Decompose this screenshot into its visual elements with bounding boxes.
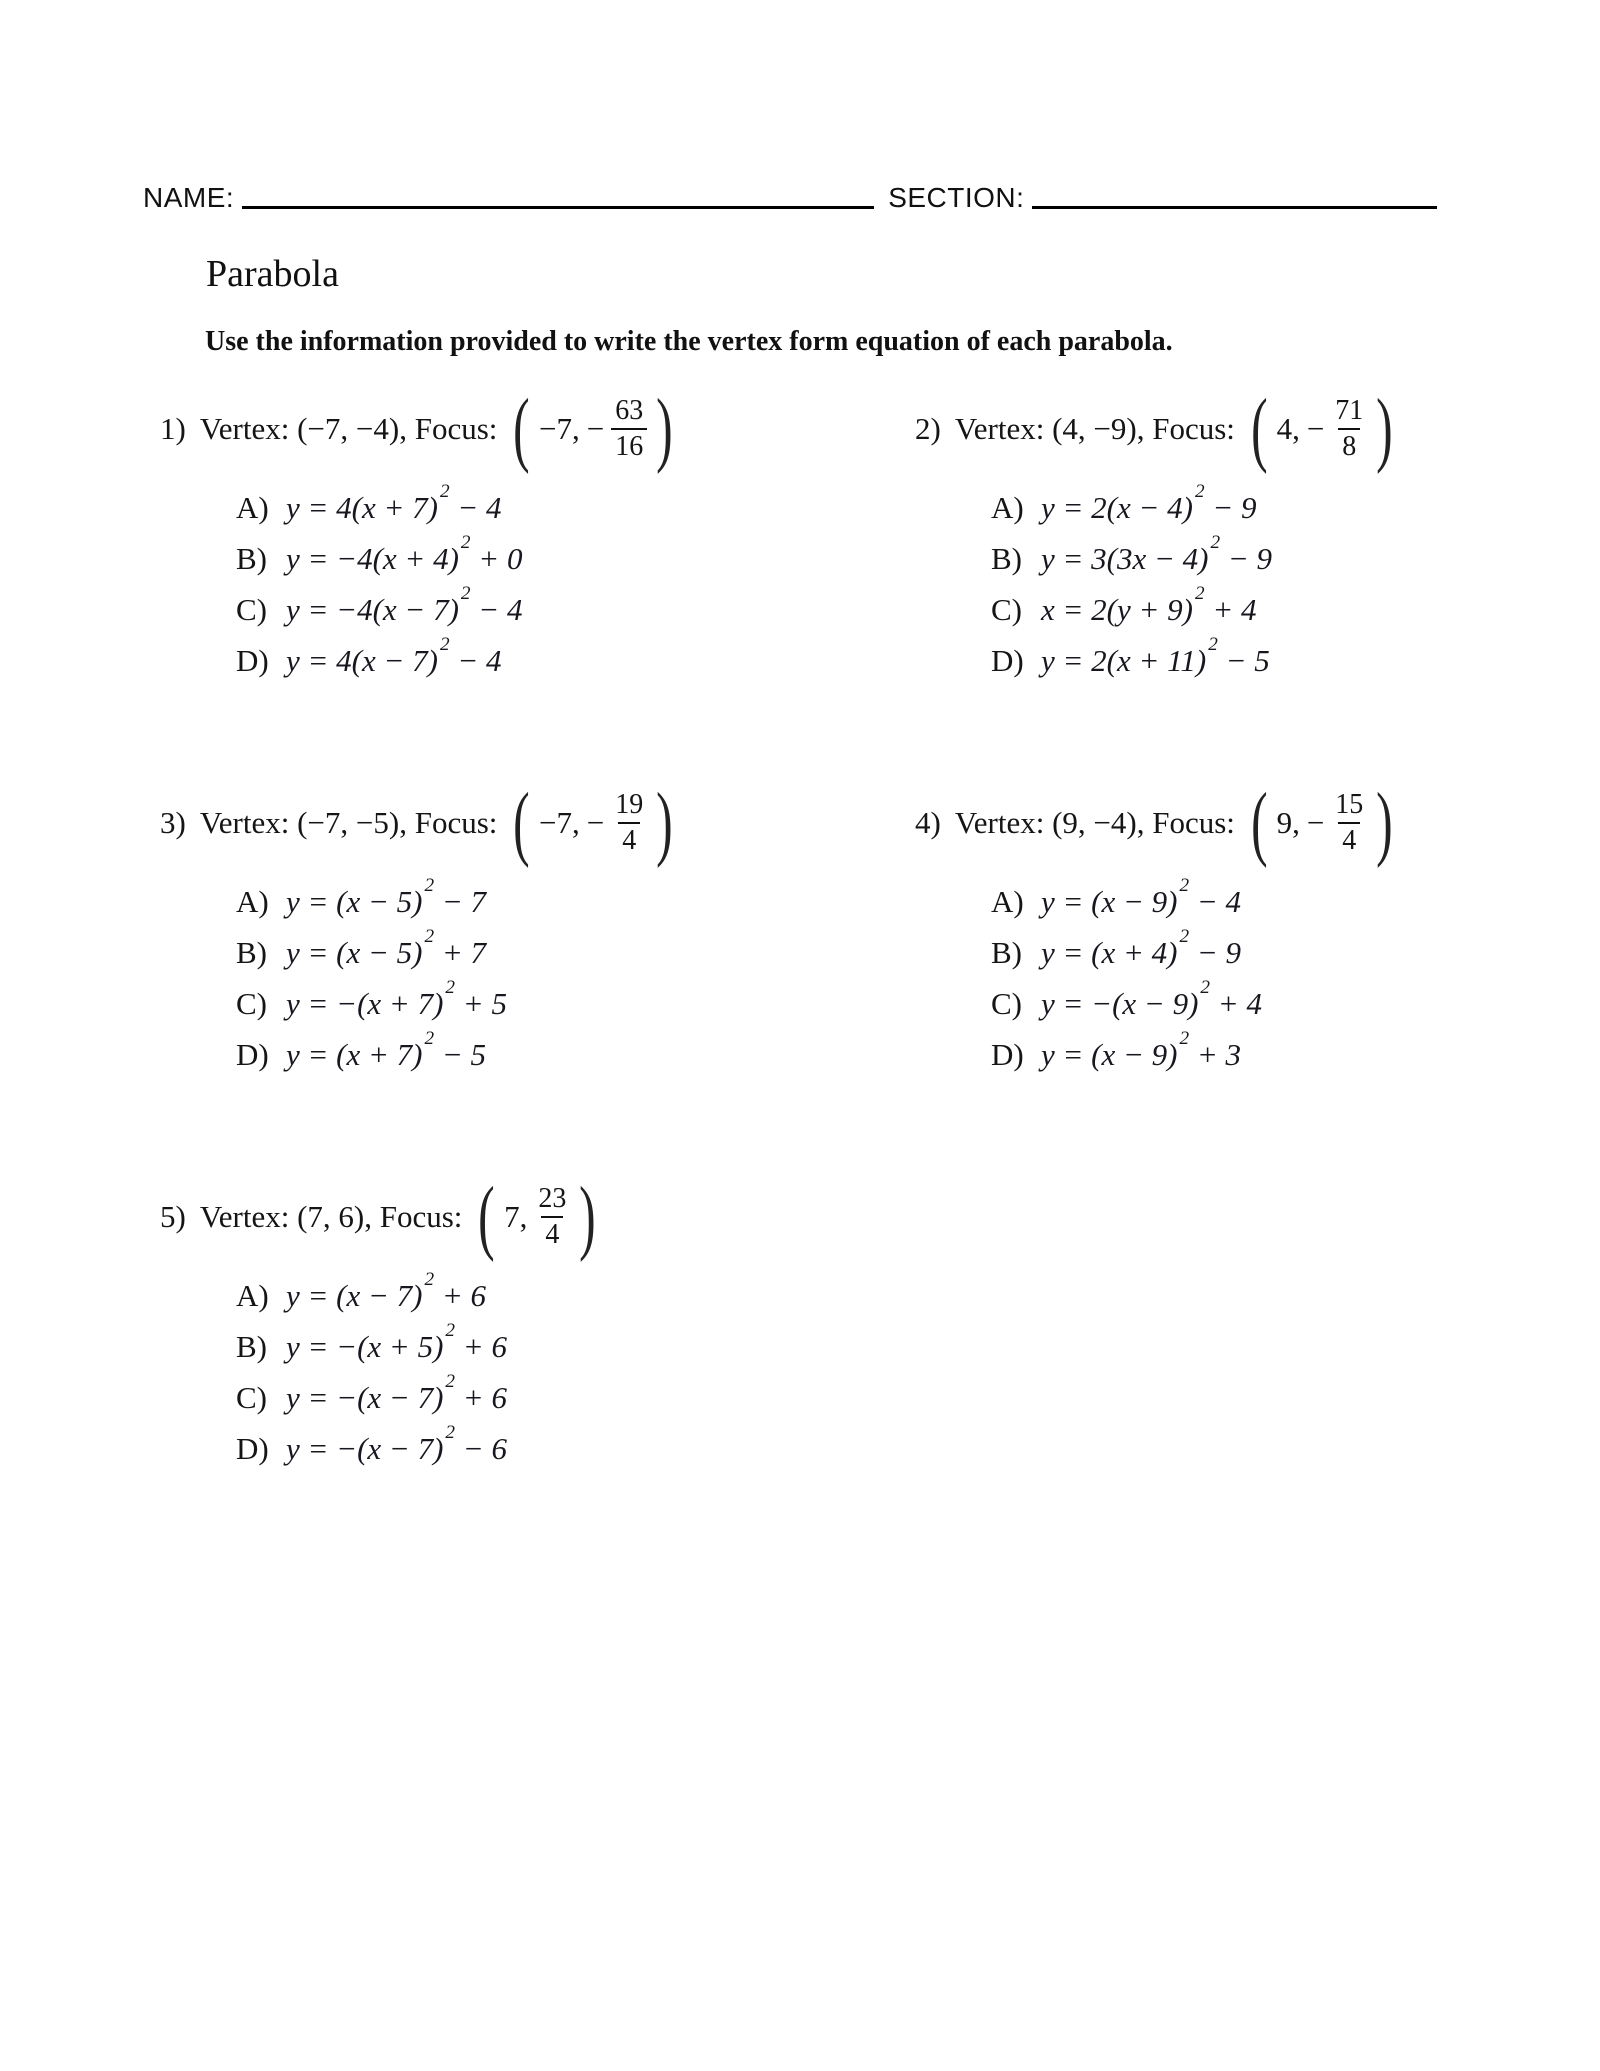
left-paren: (	[513, 383, 530, 475]
equation-exponent: 2	[445, 1320, 456, 1342]
fraction-denominator: 8	[1338, 428, 1360, 464]
choice-equation	[1041, 926, 1242, 971]
choice-d	[236, 1422, 915, 1482]
equation-pre: y = (x − 9)	[1041, 1037, 1178, 1072]
focus-x-value: 7,	[504, 1199, 528, 1234]
equation-pre: y = 4(x + 7)	[286, 490, 439, 525]
fraction-numerator: 23	[538, 1183, 567, 1215]
equation-pre: y = 2(x − 4)	[1041, 490, 1194, 525]
question-prompt: Vertex: (9, −4), Focus:	[954, 805, 1235, 840]
choice-equation	[286, 634, 502, 679]
choice-label: B)	[236, 541, 267, 576]
equation-post: + 6	[455, 1329, 507, 1364]
equation-post: − 4	[470, 592, 523, 627]
equation-pre: y = −(x + 5)	[286, 1329, 444, 1364]
equation-post: − 5	[1217, 643, 1270, 678]
focus-minus-sign: −	[586, 805, 605, 840]
choice-b	[991, 532, 1600, 592]
equation-post: + 6	[434, 1278, 487, 1313]
fraction-denominator: 4	[618, 822, 640, 858]
left-paren: (	[513, 777, 530, 869]
equation-exponent: 2	[424, 1269, 435, 1291]
equation-post: − 4	[449, 643, 502, 678]
question-prompt: Vertex: (7, 6), Focus:	[199, 1199, 463, 1234]
equation-pre: y = −(x − 9)	[1041, 986, 1199, 1021]
equation-exponent: 2	[440, 634, 450, 656]
equation-post: − 9	[1204, 490, 1257, 525]
fraction-numerator: 15	[1335, 789, 1364, 821]
left-paren: (	[1250, 777, 1268, 869]
equation-pre: y = (x − 5)	[286, 935, 423, 970]
choice-label: A)	[236, 490, 269, 525]
equation-post: + 7	[434, 935, 487, 970]
choice-c	[236, 977, 915, 1037]
focus-expression	[1249, 383, 1395, 475]
focus-minus-sign: −	[1306, 805, 1325, 840]
choice-equation	[1041, 583, 1257, 628]
focus-expression	[476, 1171, 598, 1263]
equation-pre: y = (x + 7)	[286, 1037, 423, 1072]
choice-label: C)	[991, 986, 1022, 1021]
equation-post: − 7	[434, 884, 487, 919]
name-label: NAME:	[143, 182, 235, 213]
equation-exponent: 2	[1179, 875, 1190, 897]
choice-equation	[1041, 481, 1257, 526]
choice-a	[236, 875, 915, 935]
question-1-header	[160, 378, 915, 480]
focus-minus-sign: −	[1306, 411, 1325, 446]
equation-post: + 3	[1189, 1037, 1242, 1072]
fraction-denominator: 4	[541, 1216, 563, 1252]
fraction	[1331, 788, 1367, 857]
equation-post: + 6	[455, 1380, 507, 1415]
equation-pre: y = −4(x − 7)	[286, 592, 459, 627]
questions-area	[160, 378, 1450, 1560]
equation-pre: y = 3(3x − 4)	[1041, 541, 1209, 576]
choice-a	[991, 481, 1600, 541]
choice-b	[236, 926, 915, 986]
choice-label: B)	[236, 1329, 267, 1364]
question-row-3	[160, 1166, 1450, 1482]
equation-pre: y = −(x + 7)	[286, 986, 444, 1021]
left-paren: (	[1250, 383, 1268, 475]
equation-post: − 9	[1189, 935, 1242, 970]
choice-label: D)	[236, 1431, 269, 1466]
right-paren: )	[1376, 777, 1393, 869]
question-2	[915, 378, 1600, 694]
equation-exponent: 2	[424, 926, 435, 948]
section-blank-line	[1032, 206, 1437, 209]
choice-equation	[286, 1422, 507, 1467]
question-number: 3)	[160, 805, 186, 840]
equation-exponent: 2	[1179, 926, 1190, 948]
fraction	[611, 394, 647, 463]
choice-equation	[286, 1028, 487, 1073]
choice-label: B)	[991, 541, 1022, 576]
question-row-1	[160, 378, 1450, 694]
section-label: SECTION:	[888, 182, 1025, 213]
question-1	[160, 378, 915, 694]
question-number: 2)	[915, 411, 941, 446]
question-2-header	[915, 378, 1600, 480]
equation-pre: y = 4(x − 7)	[286, 643, 439, 678]
fraction-denominator: 4	[1338, 822, 1360, 858]
equation-exponent: 2	[1208, 634, 1218, 656]
fraction-numerator: 63	[615, 395, 644, 427]
question-4	[915, 772, 1600, 1088]
choice-label: A)	[991, 884, 1024, 919]
choice-a	[991, 875, 1600, 935]
choice-equation	[286, 1269, 487, 1314]
right-paren: )	[656, 383, 673, 475]
equation-post: − 5	[434, 1037, 487, 1072]
choice-equation	[1041, 977, 1262, 1022]
choice-equation	[286, 1320, 507, 1365]
choice-b	[991, 926, 1600, 986]
choice-label: C)	[236, 1380, 267, 1415]
equation-pre: y = (x + 4)	[1041, 935, 1178, 970]
question-3-choices	[236, 875, 915, 1088]
name-section-row	[143, 182, 1437, 214]
choice-b	[236, 532, 915, 592]
choice-label: C)	[236, 592, 267, 627]
choice-label: C)	[236, 986, 267, 1021]
equation-post: − 4	[1189, 884, 1242, 919]
equation-exponent: 2	[424, 875, 435, 897]
choice-equation	[1041, 634, 1270, 679]
choice-label: D)	[991, 1037, 1024, 1072]
choice-equation	[286, 532, 523, 577]
focus-expression	[511, 777, 675, 869]
right-paren: )	[1376, 383, 1393, 475]
equation-exponent: 2	[460, 532, 471, 554]
right-paren: )	[656, 777, 673, 869]
focus-minus-sign: −	[586, 411, 605, 446]
choice-label: A)	[236, 1278, 269, 1313]
fraction-numerator: 19	[615, 789, 644, 821]
equation-pre: y = −(x − 7)	[286, 1431, 444, 1466]
question-number: 4)	[915, 805, 941, 840]
choice-label: B)	[991, 935, 1022, 970]
equation-exponent: 2	[445, 1422, 456, 1444]
name-blank-line	[242, 206, 874, 209]
question-prompt: Vertex: (−7, −5), Focus:	[199, 805, 498, 840]
choice-equation	[286, 481, 502, 526]
equation-exponent: 2	[424, 1028, 435, 1050]
choice-c	[991, 977, 1600, 1037]
question-prompt: Vertex: (4, −9), Focus:	[954, 411, 1235, 446]
equation-post: + 4	[1210, 986, 1262, 1021]
left-paren: (	[478, 1171, 496, 1263]
fraction	[534, 1182, 570, 1251]
equation-pre: y = (x − 7)	[286, 1278, 423, 1313]
question-prompt: Vertex: (−7, −4), Focus:	[199, 411, 498, 446]
choice-a	[236, 1269, 915, 1329]
equation-exponent: 2	[1195, 481, 1205, 503]
equation-pre: y = −(x − 7)	[286, 1380, 444, 1415]
equation-exponent: 2	[440, 481, 450, 503]
equation-post: − 6	[455, 1431, 507, 1466]
focus-expression	[511, 383, 675, 475]
focus-x-value: −7,	[539, 411, 580, 446]
equation-post: − 4	[449, 490, 502, 525]
equation-pre: y = (x − 5)	[286, 884, 423, 919]
focus-expression	[1249, 777, 1395, 869]
choice-equation	[286, 977, 507, 1022]
choice-label: A)	[991, 490, 1024, 525]
choice-label: D)	[236, 643, 269, 678]
equation-exponent: 2	[445, 977, 456, 999]
equation-pre: x = 2(y + 9)	[1041, 592, 1194, 627]
instructions-text: Use the information provided to write the vertex form equation of each parabola.	[205, 326, 1173, 357]
focus-x-value: 4,	[1276, 411, 1300, 446]
choice-d	[236, 1028, 915, 1088]
fraction-denominator: 16	[611, 428, 647, 464]
choice-c	[236, 583, 915, 643]
choice-label: B)	[236, 935, 267, 970]
choice-label: D)	[236, 1037, 269, 1072]
equation-post: − 9	[1220, 541, 1273, 576]
equation-exponent: 2	[1210, 532, 1221, 554]
fraction	[1331, 394, 1367, 463]
question-5	[160, 1166, 915, 1482]
equation-pre: y = (x − 9)	[1041, 884, 1178, 919]
choice-d	[236, 634, 915, 694]
choice-equation	[1041, 532, 1273, 577]
equation-exponent: 2	[1195, 583, 1205, 605]
choice-equation	[1041, 875, 1242, 920]
choice-equation	[1041, 1028, 1242, 1073]
question-2-choices	[991, 481, 1600, 694]
choice-label: A)	[236, 884, 269, 919]
page-title: Parabola	[206, 253, 339, 295]
choice-label: C)	[991, 592, 1022, 627]
choice-c	[991, 583, 1600, 643]
focus-x-value: −7,	[539, 805, 580, 840]
choice-d	[991, 634, 1600, 694]
equation-exponent: 2	[1179, 1028, 1190, 1050]
equation-exponent: 2	[445, 1371, 456, 1393]
choice-equation	[286, 1371, 507, 1416]
choice-equation	[286, 926, 487, 971]
choice-a	[236, 481, 915, 541]
question-3-header	[160, 772, 915, 874]
question-number: 5)	[160, 1199, 186, 1234]
equation-post: + 5	[455, 986, 507, 1021]
choice-equation	[286, 583, 523, 628]
equation-exponent: 2	[1200, 977, 1211, 999]
focus-x-value: 9,	[1276, 805, 1300, 840]
fraction	[611, 788, 647, 857]
question-row-2	[160, 772, 1450, 1088]
equation-post: + 4	[1204, 592, 1257, 627]
question-3	[160, 772, 915, 1088]
question-5-header	[160, 1166, 915, 1268]
choice-label: D)	[991, 643, 1024, 678]
question-4-choices	[991, 875, 1600, 1088]
choice-d	[991, 1028, 1600, 1088]
question-1-choices	[236, 481, 915, 694]
equation-pre: y = 2(x + 11)	[1041, 643, 1207, 678]
right-paren: )	[579, 1171, 596, 1263]
equation-pre: y = −4(x + 4)	[286, 541, 459, 576]
question-number: 1)	[160, 411, 186, 446]
fraction-numerator: 71	[1335, 395, 1364, 427]
question-5-choices	[236, 1269, 915, 1482]
question-4-header	[915, 772, 1600, 874]
choice-b	[236, 1320, 915, 1380]
choice-c	[236, 1371, 915, 1431]
equation-exponent: 2	[460, 583, 471, 605]
choice-equation	[286, 875, 487, 920]
equation-post: + 0	[470, 541, 523, 576]
